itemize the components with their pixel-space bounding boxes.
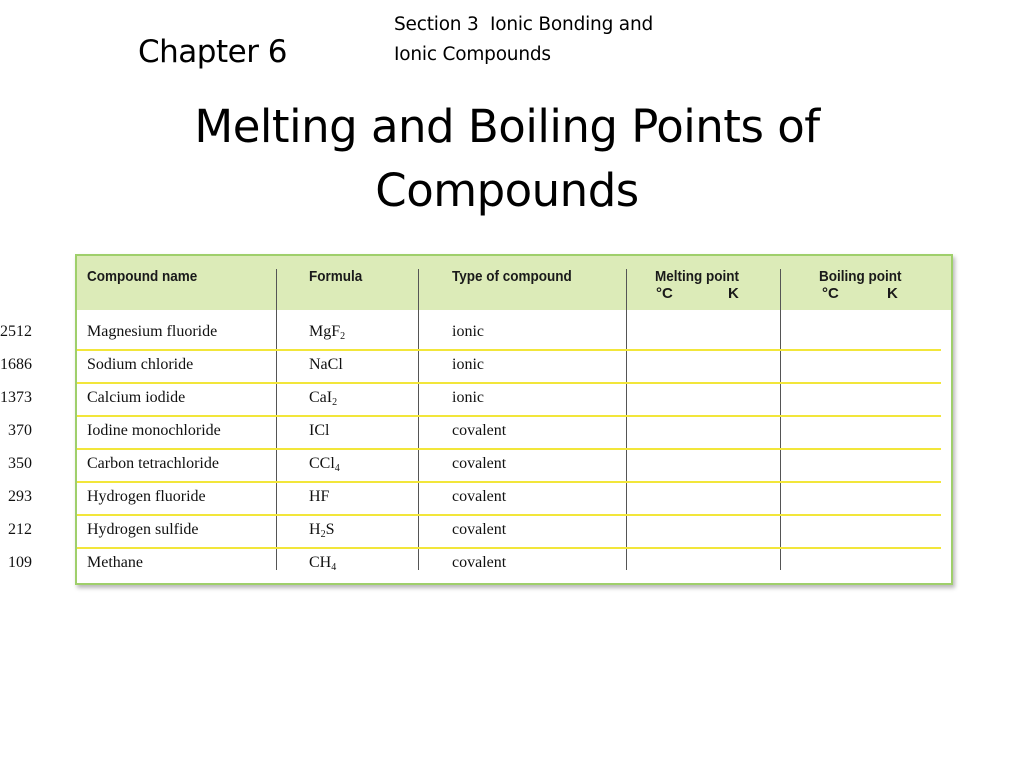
- formula-subscript: 2: [332, 397, 338, 408]
- row-divider: [77, 448, 941, 450]
- compound-type-cell: ionic: [452, 356, 484, 373]
- column-divider: [276, 269, 277, 570]
- compound-name-cell: Carbon tetrachloride: [87, 455, 219, 472]
- section-line-2: Ionic Compounds: [394, 44, 551, 65]
- compound-name-cell: Magnesium fluoride: [87, 323, 218, 340]
- boiling-kelvin-cell: 370: [8, 422, 32, 439]
- compound-type-cell: covalent: [452, 554, 507, 571]
- section-line-1: Section 3 Ionic Bonding and: [394, 14, 654, 35]
- melting-kelvin-unit: K: [728, 285, 739, 302]
- compound-type-cell: ionic: [452, 323, 484, 340]
- title-line-1: Melting and Boiling Points of: [194, 100, 820, 153]
- col-header-boiling-point: Boiling point: [819, 268, 902, 285]
- boiling-kelvin-cell: 2512: [0, 323, 32, 340]
- melting-celsius-unit: °C: [656, 285, 673, 302]
- formula-subscript: 4: [334, 463, 340, 474]
- boiling-kelvin-cell: 1686: [0, 356, 32, 373]
- compound-type-cell: covalent: [452, 422, 507, 439]
- compound-name-cell: Hydrogen fluoride: [87, 488, 206, 505]
- row-divider: [77, 514, 941, 516]
- boiling-kelvin-cell: 293: [8, 488, 32, 505]
- table-header: [77, 256, 951, 310]
- compound-name-cell: Calcium iodide: [87, 389, 186, 406]
- compounds-table: [0, 254, 953, 585]
- formula-subscript: 4: [331, 562, 337, 573]
- compound-type-cell: covalent: [452, 455, 507, 472]
- row-divider: [77, 382, 941, 384]
- compound-name-cell: Hydrogen sulfide: [87, 521, 199, 538]
- column-divider: [626, 269, 627, 570]
- formula-cell: HF: [309, 488, 330, 505]
- compound-type-cell: ionic: [452, 389, 484, 406]
- row-divider: [77, 547, 941, 549]
- boiling-kelvin-cell: 1373: [0, 389, 32, 406]
- boiling-kelvin-cell: 212: [8, 521, 32, 538]
- compound-name-cell: Iodine monochloride: [87, 422, 221, 439]
- boiling-kelvin-cell: 109: [8, 554, 32, 571]
- col-header-formula: Formula: [309, 268, 363, 285]
- formula-cell: MgF$_2$: [309, 323, 346, 342]
- column-divider: [780, 269, 781, 570]
- boiling-kelvin-cell: 350: [8, 455, 32, 472]
- formula-cell: CCl$_4$: [309, 455, 340, 474]
- formula-cell: CaI$_2$: [309, 389, 338, 408]
- formula-subscript: 2: [320, 529, 326, 540]
- title-line-2: Compounds: [375, 164, 639, 217]
- compound-name-cell: Sodium chloride: [87, 356, 194, 373]
- boiling-celsius-unit: °C: [822, 285, 839, 302]
- col-header-melting-point: Melting point: [655, 268, 739, 285]
- formula-cell: ICl: [309, 422, 330, 439]
- formula-cell: $CH_4$: [309, 554, 337, 573]
- col-header-type: Type of compound: [452, 268, 572, 285]
- compound-name-cell: Methane: [87, 554, 143, 571]
- col-header-compound-name: Compound name: [87, 268, 198, 285]
- row-divider: [77, 481, 941, 483]
- formula-cell: $H_2S$: [309, 521, 335, 540]
- compound-type-cell: covalent: [452, 521, 507, 538]
- section-label: [394, 10, 724, 70]
- formula-subscript: 2: [340, 331, 346, 342]
- boiling-kelvin-unit: K: [887, 285, 898, 302]
- compound-type-cell: covalent: [452, 488, 507, 505]
- formula-cell: NaCl: [309, 356, 343, 373]
- column-divider: [418, 269, 419, 570]
- row-divider: [77, 415, 941, 417]
- chapter-label: Chapter 6: [138, 34, 288, 70]
- slide-title: [0, 95, 1014, 223]
- row-divider: [77, 349, 941, 351]
